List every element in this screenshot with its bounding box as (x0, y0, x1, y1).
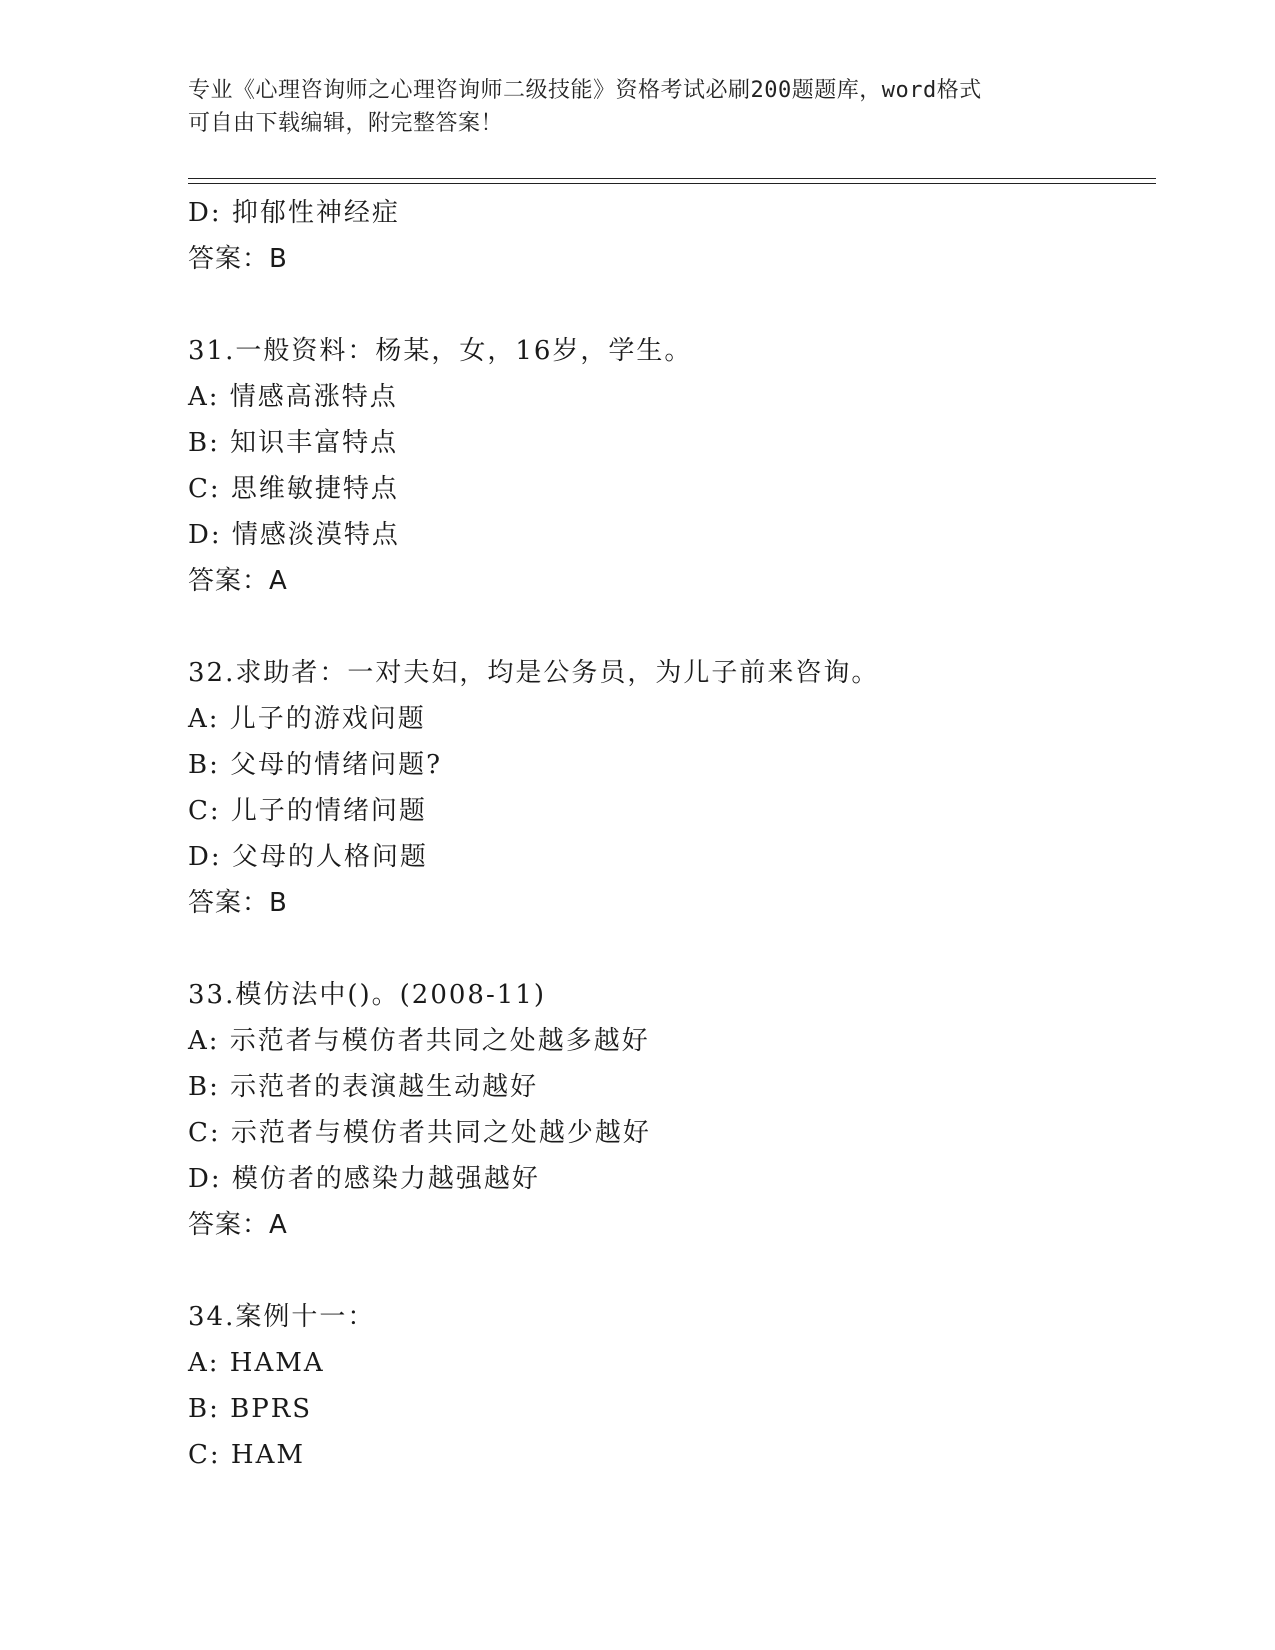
spacer (188, 282, 1148, 328)
question-34-option-b: B: BPRS (188, 1394, 313, 1424)
question-33 (188, 972, 1148, 1248)
header-divider-bottom (188, 183, 1156, 184)
question-31-stem: 31.一般资料：杨某，女，16岁，学生。 (188, 336, 693, 366)
question-32-option-d: D: 父母的人格问题 (188, 842, 428, 872)
question-34-option-a: A: HAMA (188, 1348, 325, 1378)
question-32 (188, 650, 1148, 926)
question-32-answer: 答案：B (188, 888, 288, 918)
document-header (188, 74, 1088, 140)
question-31 (188, 328, 1148, 604)
spacer (188, 604, 1148, 650)
question-32-option-a: A: 儿子的游戏问题 (188, 704, 426, 734)
question-list (188, 190, 1148, 1478)
question-32-stem: 32.求助者：一对夫妇，均是公务员，为儿子前来咨询。 (188, 658, 880, 688)
question-31-answer: 答案：A (188, 566, 288, 596)
header-title-line-1: 专业《心理咨询师之心理咨询师二级技能》资格考试必刷200题题库，word格式 (188, 78, 982, 103)
question-31-option-c: C: 思维敏捷特点 (188, 474, 399, 504)
question-33-option-d: D: 模仿者的感染力越强越好 (188, 1164, 540, 1194)
question-33-option-b: B: 示范者的表演越生动越好 (188, 1072, 539, 1102)
spacer (188, 926, 1148, 972)
previous-question-option-d: D: 抑郁性神经症 (188, 198, 400, 228)
question-33-stem: 33.模仿法中()。(2008-11) (188, 980, 546, 1010)
question-33-option-a: A: 示范者与模仿者共同之处越多越好 (188, 1026, 650, 1056)
question-34-stem: 34.案例十一： (188, 1302, 376, 1332)
header-title-line-2: 可自由下载编辑，附完整答案！ (188, 111, 504, 136)
question-34 (188, 1294, 1148, 1478)
question-34-option-c: C: HAM (188, 1440, 305, 1470)
question-32-option-b: B: 父母的情绪问题? (188, 750, 443, 780)
question-31-option-d: D: 情感淡漠特点 (188, 520, 400, 550)
header-divider-top (188, 178, 1156, 179)
question-32-option-c: C: 儿子的情绪问题 (188, 796, 427, 826)
question-33-option-c: C: 示范者与模仿者共同之处越少越好 (188, 1118, 651, 1148)
previous-question-answer: 答案：B (188, 244, 288, 274)
question-31-option-b: B: 知识丰富特点 (188, 428, 399, 458)
question-33-answer: 答案：A (188, 1210, 288, 1240)
question-31-option-a: A: 情感高涨特点 (188, 382, 398, 412)
spacer (188, 1248, 1148, 1294)
